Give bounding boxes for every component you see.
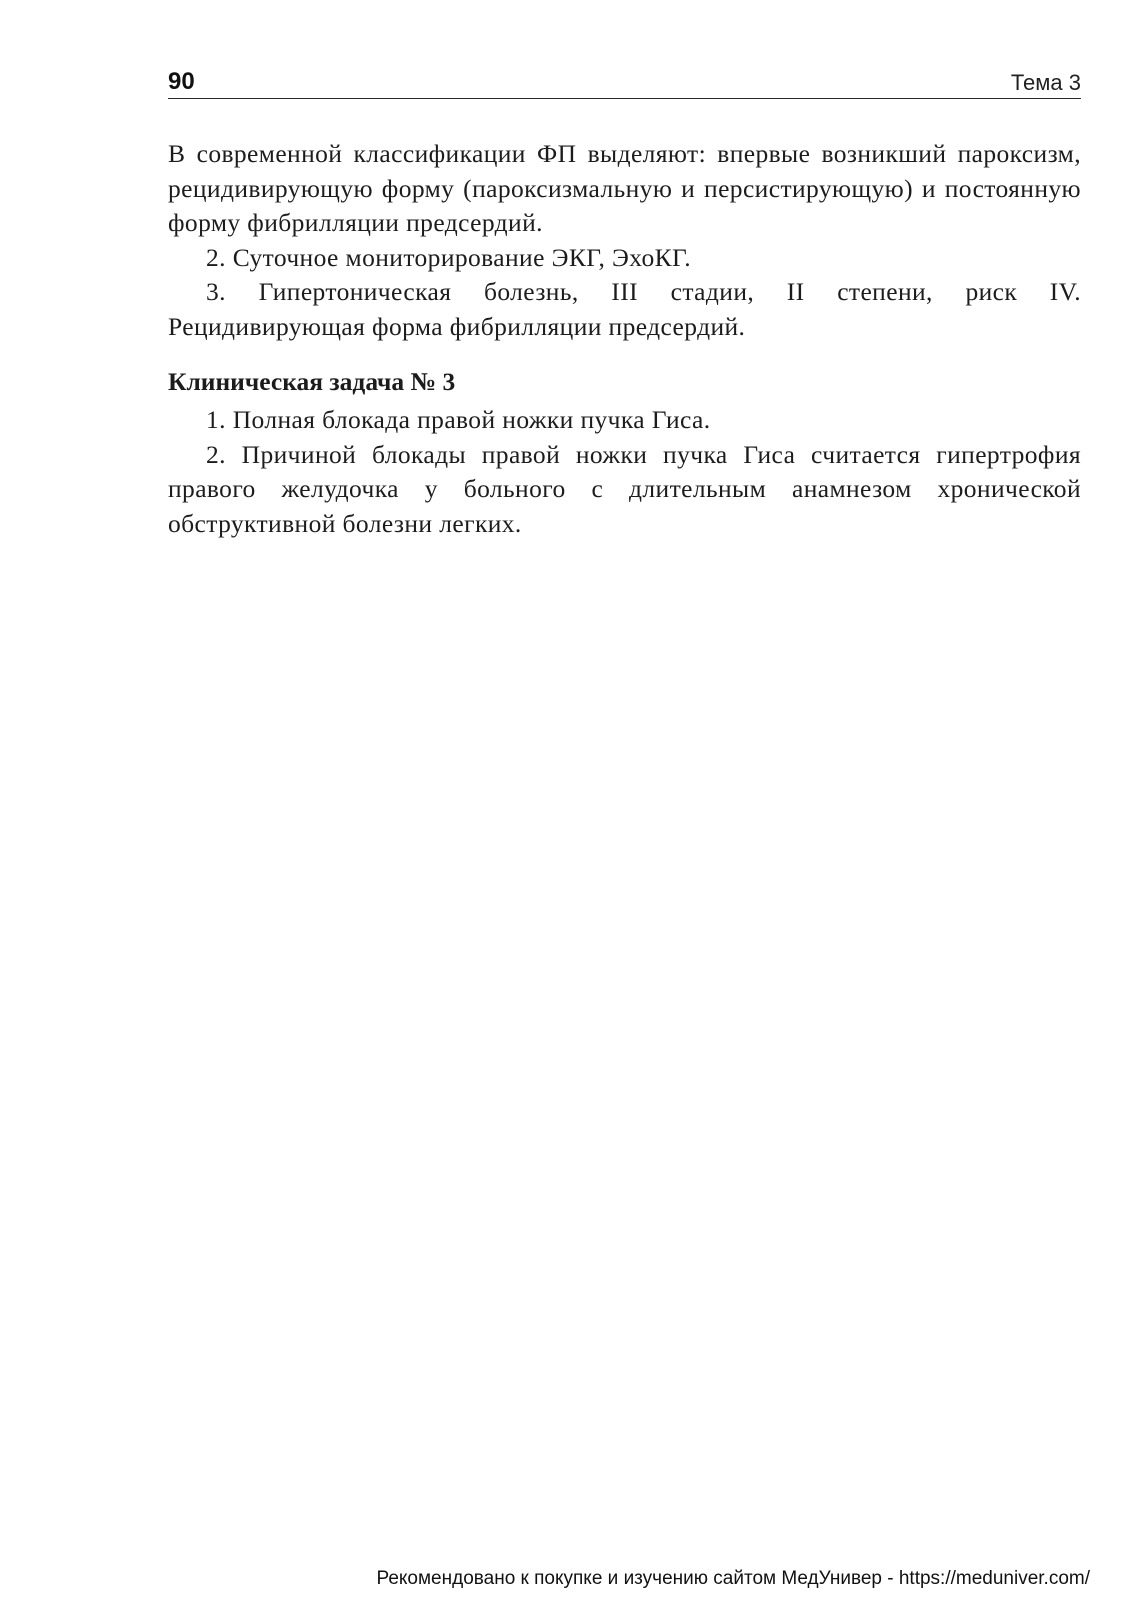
page-number: 90 — [168, 68, 195, 95]
section-title: Клиническая задача № 3 — [168, 367, 456, 396]
paragraph-task3-answer-1: 1. Полная блокада правой ножки пучка Гиса. — [206, 405, 711, 434]
paragraph-answer-3: 3. Гипертоническая болезнь, III стадии, II степени, риск IV. — [206, 277, 1081, 306]
running-head: Тема 3 — [1010, 70, 1081, 95]
paragraph-answer-3-continued: Рецидивирующая форма фибрилляции предсердий. — [168, 311, 746, 341]
paragraph-af-classification: В современной классификации ФП выделяют: впервые возникший пароксизм, рецидивирующую форму (пароксизмальную и персистирующую) и постоянную форму фибрилляции предсердий. — [168, 139, 1081, 237]
page-header — [168, 64, 1081, 99]
paragraph-answer-2: 2. Суточное мониторирование ЭКГ, ЭхоКГ. — [206, 242, 692, 272]
page-content — [168, 137, 1081, 541]
footer-watermark-link[interactable]: Рекомендовано к покупке и изучению сайтом МедУнивер - https://meduniver.com/ — [376, 1568, 1090, 1589]
paragraph-task3-answer-2: 2. Причиной блокады правой ножки пучка Гиса считается гипертрофия правого желудочка у больного с длительным анамнезом хронической обструктивной болезни легких. — [168, 439, 1081, 538]
